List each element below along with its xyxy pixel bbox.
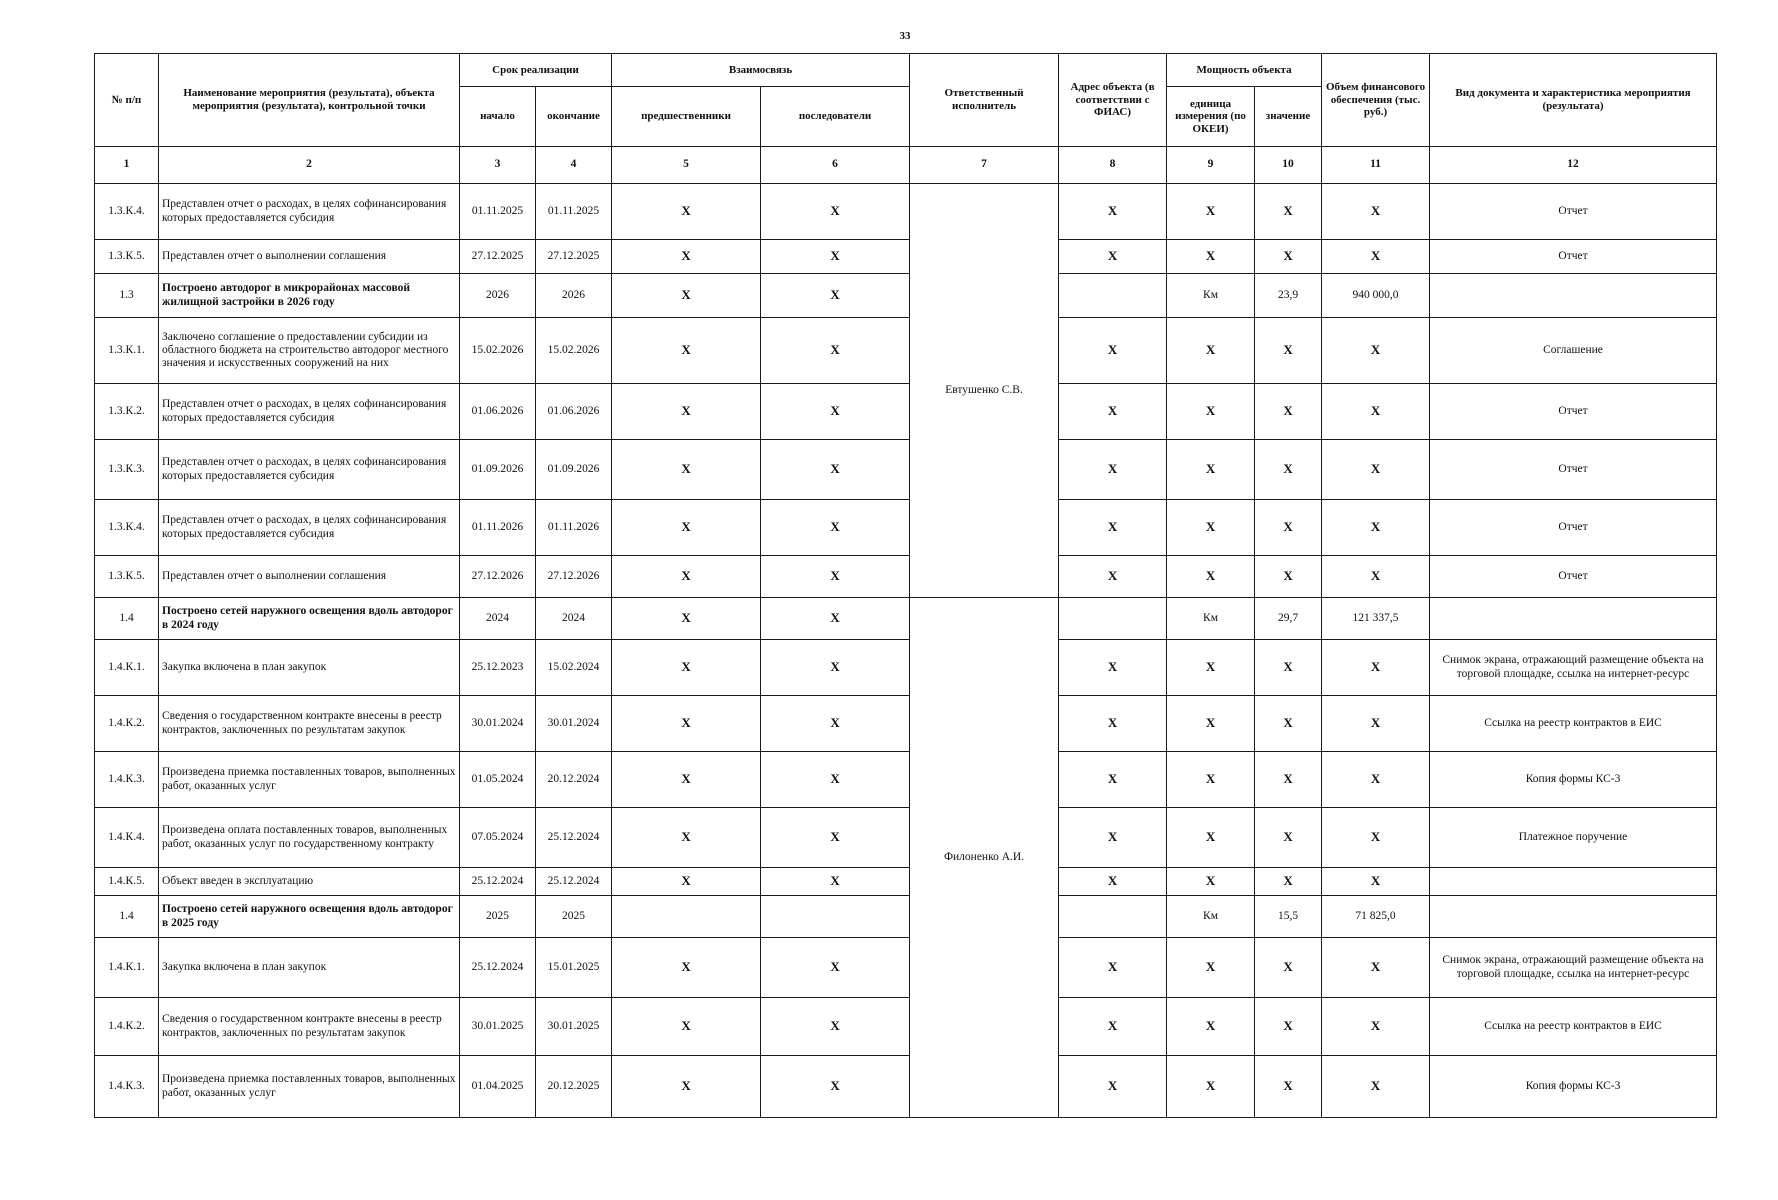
row-start-date: 27.12.2025 xyxy=(460,240,536,274)
row-value: X xyxy=(1255,556,1322,598)
row-funding: X xyxy=(1322,868,1430,896)
row-predecessors: X xyxy=(612,240,761,274)
table-row xyxy=(95,808,1717,868)
row-funding: 71 825,0 xyxy=(1322,896,1430,938)
table-row xyxy=(95,598,1717,640)
row-start-date: 25.12.2024 xyxy=(460,868,536,896)
row-predecessors: X xyxy=(612,556,761,598)
row-document xyxy=(1430,896,1717,938)
row-address: X xyxy=(1059,752,1167,808)
col-header-unit: единица измерения (по ОКЕИ) xyxy=(1167,87,1255,147)
row-number: 1.3.К.5. xyxy=(95,556,159,598)
row-value: X xyxy=(1255,696,1322,752)
row-number: 1.4.К.1. xyxy=(95,938,159,998)
col-header-doc: Вид документа и характеристика мероприятия (результата) xyxy=(1430,54,1717,147)
row-predecessors: X xyxy=(612,938,761,998)
row-successors: X xyxy=(761,998,910,1056)
row-document: Отчет xyxy=(1430,240,1717,274)
row-value: X xyxy=(1255,384,1322,440)
row-predecessors: X xyxy=(612,318,761,384)
row-name: Построено сетей наружного освещения вдоль автодорог в 2025 году xyxy=(159,896,460,938)
row-funding: X xyxy=(1322,384,1430,440)
row-address: X xyxy=(1059,696,1167,752)
row-successors: X xyxy=(761,318,910,384)
row-unit: X xyxy=(1167,500,1255,556)
table-row xyxy=(95,384,1717,440)
row-successors: X xyxy=(761,384,910,440)
row-number: 1.4.К.5. xyxy=(95,868,159,896)
row-document: Отчет xyxy=(1430,500,1717,556)
row-successors: X xyxy=(761,752,910,808)
row-unit: X xyxy=(1167,752,1255,808)
col-number: 10 xyxy=(1255,147,1322,184)
row-successors: X xyxy=(761,274,910,318)
row-name: Произведена приемка поставленных товаров, выполненных работ, оказанных услуг xyxy=(159,1056,460,1118)
row-predecessors: X xyxy=(612,384,761,440)
row-end-date: 30.01.2024 xyxy=(536,696,612,752)
table-row xyxy=(95,274,1717,318)
row-funding: X xyxy=(1322,998,1430,1056)
col-header-capacity: Мощность объекта xyxy=(1167,54,1322,87)
col-header-address: Адрес объекта (в соответствии с ФИАС) xyxy=(1059,54,1167,147)
row-start-date: 01.06.2026 xyxy=(460,384,536,440)
row-document: Отчет xyxy=(1430,440,1717,500)
row-value: X xyxy=(1255,938,1322,998)
row-funding: X xyxy=(1322,938,1430,998)
row-name: Представлен отчет о выполнении соглашения xyxy=(159,556,460,598)
row-number: 1.3.К.4. xyxy=(95,500,159,556)
row-address: X xyxy=(1059,384,1167,440)
table-body xyxy=(95,184,1717,1118)
table-row xyxy=(95,1056,1717,1118)
col-number: 6 xyxy=(761,147,910,184)
page-number: 33 xyxy=(899,30,911,42)
row-address xyxy=(1059,896,1167,938)
row-funding: X xyxy=(1322,556,1430,598)
row-address xyxy=(1059,598,1167,640)
row-start-date: 01.11.2025 xyxy=(460,184,536,240)
row-number: 1.4 xyxy=(95,896,159,938)
col-number: 8 xyxy=(1059,147,1167,184)
row-number: 1.3.К.4. xyxy=(95,184,159,240)
row-value: X xyxy=(1255,318,1322,384)
row-funding: X xyxy=(1322,640,1430,696)
row-start-date: 25.12.2023 xyxy=(460,640,536,696)
row-number: 1.3.К.1. xyxy=(95,318,159,384)
col-number: 3 xyxy=(460,147,536,184)
row-successors: X xyxy=(761,868,910,896)
row-name: Представлен отчет о выполнении соглашения xyxy=(159,240,460,274)
row-end-date: 25.12.2024 xyxy=(536,808,612,868)
row-successors: X xyxy=(761,556,910,598)
row-address: X xyxy=(1059,556,1167,598)
row-number: 1.4.К.2. xyxy=(95,998,159,1056)
row-document: Отчет xyxy=(1430,384,1717,440)
row-document: Ссылка на реестр контрактов в ЕИС xyxy=(1430,696,1717,752)
row-unit: X xyxy=(1167,556,1255,598)
col-number: 12 xyxy=(1430,147,1717,184)
row-predecessors: X xyxy=(612,640,761,696)
row-predecessors: X xyxy=(612,696,761,752)
row-funding: X xyxy=(1322,808,1430,868)
row-end-date: 27.12.2025 xyxy=(536,240,612,274)
col-header-num: № п/п xyxy=(95,54,159,147)
row-end-date: 2025 xyxy=(536,896,612,938)
table-row xyxy=(95,318,1717,384)
row-value: X xyxy=(1255,440,1322,500)
row-funding: X xyxy=(1322,752,1430,808)
col-number: 4 xyxy=(536,147,612,184)
row-funding: X xyxy=(1322,1056,1430,1118)
plan-table xyxy=(94,53,1717,1118)
row-address: X xyxy=(1059,868,1167,896)
table-row xyxy=(95,440,1717,500)
row-funding: X xyxy=(1322,240,1430,274)
row-name: Представлен отчет о расходах, в целях софинансирования которых предоставляется субсидия xyxy=(159,184,460,240)
row-end-date: 15.01.2025 xyxy=(536,938,612,998)
row-successors: X xyxy=(761,500,910,556)
table-row xyxy=(95,752,1717,808)
row-value: 15,5 xyxy=(1255,896,1322,938)
row-value: X xyxy=(1255,640,1322,696)
row-name: Объект введен в эксплуатацию xyxy=(159,868,460,896)
table-row xyxy=(95,184,1717,240)
row-end-date: 01.11.2025 xyxy=(536,184,612,240)
row-name: Закупка включена в план закупок xyxy=(159,640,460,696)
table-row xyxy=(95,640,1717,696)
row-address: X xyxy=(1059,640,1167,696)
row-address: X xyxy=(1059,938,1167,998)
row-value: 23,9 xyxy=(1255,274,1322,318)
row-number: 1.4.К.3. xyxy=(95,1056,159,1118)
row-number: 1.4.К.2. xyxy=(95,696,159,752)
row-successors: X xyxy=(761,938,910,998)
row-document: Снимок экрана, отражающий размещение объекта на торговой площадке, ссылка на интернет-ресурс xyxy=(1430,640,1717,696)
row-document xyxy=(1430,868,1717,896)
row-name: Построено сетей наружного освещения вдоль автодорог в 2024 году xyxy=(159,598,460,640)
row-end-date: 20.12.2025 xyxy=(536,1056,612,1118)
row-unit: X xyxy=(1167,184,1255,240)
row-predecessors: X xyxy=(612,998,761,1056)
row-end-date: 15.02.2026 xyxy=(536,318,612,384)
row-value: X xyxy=(1255,500,1322,556)
row-address: X xyxy=(1059,318,1167,384)
row-document: Соглашение xyxy=(1430,318,1717,384)
row-document: Отчет xyxy=(1430,184,1717,240)
row-document: Отчет xyxy=(1430,556,1717,598)
row-funding: X xyxy=(1322,184,1430,240)
row-unit: X xyxy=(1167,998,1255,1056)
row-address xyxy=(1059,274,1167,318)
row-value: X xyxy=(1255,998,1322,1056)
row-name: Сведения о государственном контракте внесены в реестр контрактов, заключенных по результатам закупок xyxy=(159,998,460,1056)
row-value: X xyxy=(1255,184,1322,240)
row-successors: X xyxy=(761,1056,910,1118)
row-start-date: 2024 xyxy=(460,598,536,640)
row-unit: X xyxy=(1167,938,1255,998)
row-end-date: 2024 xyxy=(536,598,612,640)
row-number: 1.3 xyxy=(95,274,159,318)
col-number: 5 xyxy=(612,147,761,184)
table-row xyxy=(95,500,1717,556)
column-numbers-row xyxy=(95,147,1717,184)
row-value: 29,7 xyxy=(1255,598,1322,640)
row-start-date: 01.05.2024 xyxy=(460,752,536,808)
row-value: X xyxy=(1255,868,1322,896)
row-unit: X xyxy=(1167,640,1255,696)
row-name: Представлен отчет о расходах, в целях софинансирования которых предоставляется субсидия xyxy=(159,384,460,440)
row-funding: X xyxy=(1322,318,1430,384)
row-successors: X xyxy=(761,808,910,868)
row-successors: X xyxy=(761,598,910,640)
responsible-executor: Филоненко А.И. xyxy=(910,598,1059,1118)
row-unit: X xyxy=(1167,384,1255,440)
row-start-date: 07.05.2024 xyxy=(460,808,536,868)
row-funding: X xyxy=(1322,440,1430,500)
row-start-date: 15.02.2026 xyxy=(460,318,536,384)
row-document: Копия формы КС-3 xyxy=(1430,1056,1717,1118)
row-end-date: 01.09.2026 xyxy=(536,440,612,500)
col-number: 7 xyxy=(910,147,1059,184)
row-document: Копия формы КС-3 xyxy=(1430,752,1717,808)
row-predecessors: X xyxy=(612,440,761,500)
row-name: Построено автодорог в микрорайонах массовой жилищной застройки в 2026 году xyxy=(159,274,460,318)
col-header-relation: Взаимосвязь xyxy=(612,54,910,87)
row-predecessors: X xyxy=(612,274,761,318)
table-row xyxy=(95,556,1717,598)
row-name: Произведена приемка поставленных товаров, выполненных работ, оказанных услуг xyxy=(159,752,460,808)
row-number: 1.4.К.3. xyxy=(95,752,159,808)
row-unit: X xyxy=(1167,318,1255,384)
row-unit: X xyxy=(1167,440,1255,500)
col-header-funding: Объем финансового обеспечения (тыс. руб.) xyxy=(1322,54,1430,147)
col-number: 11 xyxy=(1322,147,1430,184)
row-predecessors: X xyxy=(612,808,761,868)
table-header xyxy=(95,54,1717,184)
row-number: 1.3.К.3. xyxy=(95,440,159,500)
row-successors: X xyxy=(761,640,910,696)
row-funding: X xyxy=(1322,500,1430,556)
row-unit: X xyxy=(1167,696,1255,752)
col-header-start: начало xyxy=(460,87,536,147)
row-start-date: 2026 xyxy=(460,274,536,318)
row-unit: Км xyxy=(1167,274,1255,318)
row-number: 1.4 xyxy=(95,598,159,640)
row-end-date: 01.11.2026 xyxy=(536,500,612,556)
row-end-date: 01.06.2026 xyxy=(536,384,612,440)
row-successors: X xyxy=(761,696,910,752)
row-funding: 940 000,0 xyxy=(1322,274,1430,318)
row-unit: X xyxy=(1167,808,1255,868)
row-start-date: 2025 xyxy=(460,896,536,938)
row-successors: X xyxy=(761,240,910,274)
row-end-date: 15.02.2024 xyxy=(536,640,612,696)
row-document: Снимок экрана, отражающий размещение объекта на торговой площадке, ссылка на интернет-ресурс xyxy=(1430,938,1717,998)
row-end-date: 20.12.2024 xyxy=(536,752,612,808)
row-document xyxy=(1430,598,1717,640)
row-unit: Км xyxy=(1167,598,1255,640)
row-predecessors xyxy=(612,896,761,938)
row-name: Произведена оплата поставленных товаров, выполненных работ, оказанных услуг по государственному контракту xyxy=(159,808,460,868)
row-address: X xyxy=(1059,184,1167,240)
row-address: X xyxy=(1059,808,1167,868)
row-name: Сведения о государственном контракте внесены в реестр контрактов, заключенных по результатам закупок xyxy=(159,696,460,752)
table-row xyxy=(95,896,1717,938)
row-unit: X xyxy=(1167,240,1255,274)
row-end-date: 30.01.2025 xyxy=(536,998,612,1056)
row-predecessors: X xyxy=(612,184,761,240)
col-number: 2 xyxy=(159,147,460,184)
row-name: Представлен отчет о расходах, в целях софинансирования которых предоставляется субсидия xyxy=(159,500,460,556)
row-number: 1.4.К.4. xyxy=(95,808,159,868)
row-address: X xyxy=(1059,998,1167,1056)
table-row xyxy=(95,938,1717,998)
table-row xyxy=(95,868,1717,896)
row-end-date: 27.12.2026 xyxy=(536,556,612,598)
col-header-successors: последователи xyxy=(761,87,910,147)
col-header-name: Наименование мероприятия (результата), объекта мероприятия (результата), контрольной точки xyxy=(159,54,460,147)
responsible-executor: Евтушенко С.В. xyxy=(910,184,1059,598)
row-unit: X xyxy=(1167,868,1255,896)
col-number: 1 xyxy=(95,147,159,184)
table-row xyxy=(95,240,1717,274)
row-predecessors: X xyxy=(612,1056,761,1118)
row-value: X xyxy=(1255,808,1322,868)
row-address: X xyxy=(1059,500,1167,556)
row-successors xyxy=(761,896,910,938)
row-address: X xyxy=(1059,240,1167,274)
row-end-date: 2026 xyxy=(536,274,612,318)
row-document: Платежное поручение xyxy=(1430,808,1717,868)
table-row xyxy=(95,998,1717,1056)
row-start-date: 27.12.2026 xyxy=(460,556,536,598)
row-name: Представлен отчет о расходах, в целях софинансирования которых предоставляется субсидия xyxy=(159,440,460,500)
row-number: 1.3.К.2. xyxy=(95,384,159,440)
row-unit: Км xyxy=(1167,896,1255,938)
row-predecessors: X xyxy=(612,868,761,896)
row-unit: X xyxy=(1167,1056,1255,1118)
col-number: 9 xyxy=(1167,147,1255,184)
col-header-end: окончание xyxy=(536,87,612,147)
row-number: 1.3.К.5. xyxy=(95,240,159,274)
row-address: X xyxy=(1059,1056,1167,1118)
row-document xyxy=(1430,274,1717,318)
row-value: X xyxy=(1255,752,1322,808)
row-successors: X xyxy=(761,184,910,240)
row-start-date: 01.04.2025 xyxy=(460,1056,536,1118)
col-header-responsible: Ответственный исполнитель xyxy=(910,54,1059,147)
row-start-date: 30.01.2024 xyxy=(460,696,536,752)
col-header-period: Срок реализации xyxy=(460,54,612,87)
row-value: X xyxy=(1255,240,1322,274)
row-value: X xyxy=(1255,1056,1322,1118)
row-start-date: 01.09.2026 xyxy=(460,440,536,500)
row-start-date: 30.01.2025 xyxy=(460,998,536,1056)
row-number: 1.4.К.1. xyxy=(95,640,159,696)
col-header-predecessors: предшественники xyxy=(612,87,761,147)
row-address: X xyxy=(1059,440,1167,500)
row-end-date: 25.12.2024 xyxy=(536,868,612,896)
row-funding: 121 337,5 xyxy=(1322,598,1430,640)
col-header-value: значение xyxy=(1255,87,1322,147)
row-name: Закупка включена в план закупок xyxy=(159,938,460,998)
row-name: Заключено соглашение о предоставлении субсидии из областного бюджета на строительство автодорог местного значения и искусственных сооружений на них xyxy=(159,318,460,384)
row-predecessors: X xyxy=(612,598,761,640)
row-start-date: 01.11.2026 xyxy=(460,500,536,556)
row-successors: X xyxy=(761,440,910,500)
row-document: Ссылка на реестр контрактов в ЕИС xyxy=(1430,998,1717,1056)
row-funding: X xyxy=(1322,696,1430,752)
row-predecessors: X xyxy=(612,500,761,556)
row-predecessors: X xyxy=(612,752,761,808)
row-start-date: 25.12.2024 xyxy=(460,938,536,998)
table-row xyxy=(95,696,1717,752)
